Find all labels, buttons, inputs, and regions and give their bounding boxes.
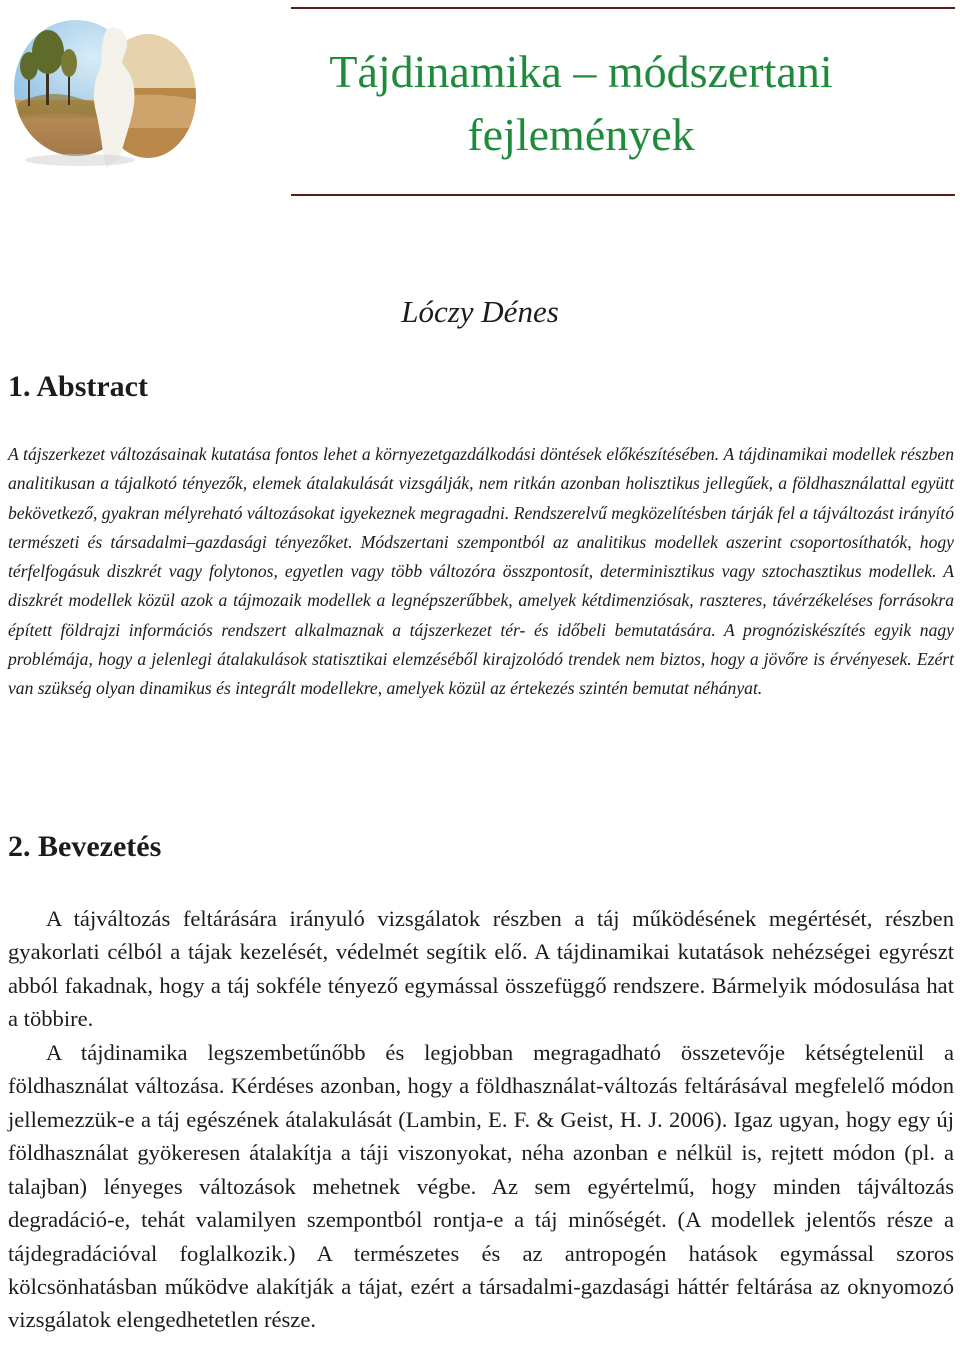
intro-body [8, 902, 954, 1337]
landscape-sphere-logo-icon [8, 8, 198, 173]
header-rule-bottom [291, 194, 955, 196]
abstract-text: A tájszerkezet változásainak kutatása fontos lehet a környezetgazdálkodási döntések előkészítésében. A tájdinamikai modellek részben analitikusan a tájalkotó tényezők, elemek átalakulását vizsgálják, nem ritkán azonban holisztikus jellegűek, a földhasználattal együtt bekövetkező, gyakran mélyreható változásokat igyekeznek megragadni. Rendszerelvű megközelítésben tárják fel a tájváltozást irányító természeti és társadalmi–gazdasági tényezőket. Módszertani szempontból az analitikus modellek aszerint csoportosíthatók, hogy térfelfogásuk diszkrét vagy folytonos, egyetlen vagy több változóra összpontosít, determinisztikus vagy sztochasztikus modellek. A diszkrét modellek közül azok a tájmozaik modellek a legnépszerűbbek, amelyek kétdimenziósak, raszteres, távérzékeléses forrásokra épített földrajzi információs rendszert alkalmaznak a tájszerkezet tér- és időbeli bemutatására. A prognóziskészítés egyik nagy problémája, hogy a jelenlegi átalakulások statisztikai elemzéséből kirajzolódó trendek nem biztos, hogy a jövőre is érvényesek. Ezért van szükség olyan dinamikus és integrált modellekre, amelyek közül az értekezés szintén bemutat néhányat. [8, 444, 954, 699]
header-rule-top [291, 7, 955, 9]
author-name: Lóczy Dénes [401, 294, 559, 329]
title-line-1: Tájdinamika – módszertani [329, 46, 833, 97]
intro-paragraph: A tájváltozás feltárására irányuló vizsgálatok részben a táj működésének megértését, részben gyakorlati célból a tájak kezelését, védelmét segítik elő. A tájdinamikai kutatások nehézségei egyrészt abból fakadnak, hogy a táj sokféle tényező egymással összefüggő rendszere. Bármelyik módosulása hat a többire. [8, 906, 954, 1032]
intro-heading: 2. Bevezetés [8, 830, 162, 863]
title-line-2: fejlemények [467, 109, 695, 160]
page-title [291, 40, 871, 166]
intro-paragraph: A tájdinamika legszembetűnőbb és legjobban megragadható összetevője kétségtelenül a földhasználat változása. Kérdéses azonban, hogy a földhasználat-változás feltárásával megfelelő módon jellemezzük-e a táj egészének átalakulását (Lambin, E. F. & Geist, H. J. 2006). Igaz ugyan, hogy egy új földhasználat gyökeresen átalakítja a táji viszonyokat, néha azonban e nélkül is, rejtett módon (pl. a talajban) lényeges változások mehetnek végbe. Az sem egyértelmű, hogy minden tájváltozás degradáció-e, tehát valamilyen szempontból rontja-e a táj minőségét. (A modellek jelentős része a tájdegradációval foglalkozik.) A természetes és az antropogén hatások egymással szoros kölcsönhatásban működve alakítják a tájat, ezért a társadalmi-gazdasági háttér feltárása az oknyomozó vizsgálatok elengedhetetlen része. [8, 1039, 954, 1333]
abstract-heading: 1. Abstract [8, 370, 148, 403]
